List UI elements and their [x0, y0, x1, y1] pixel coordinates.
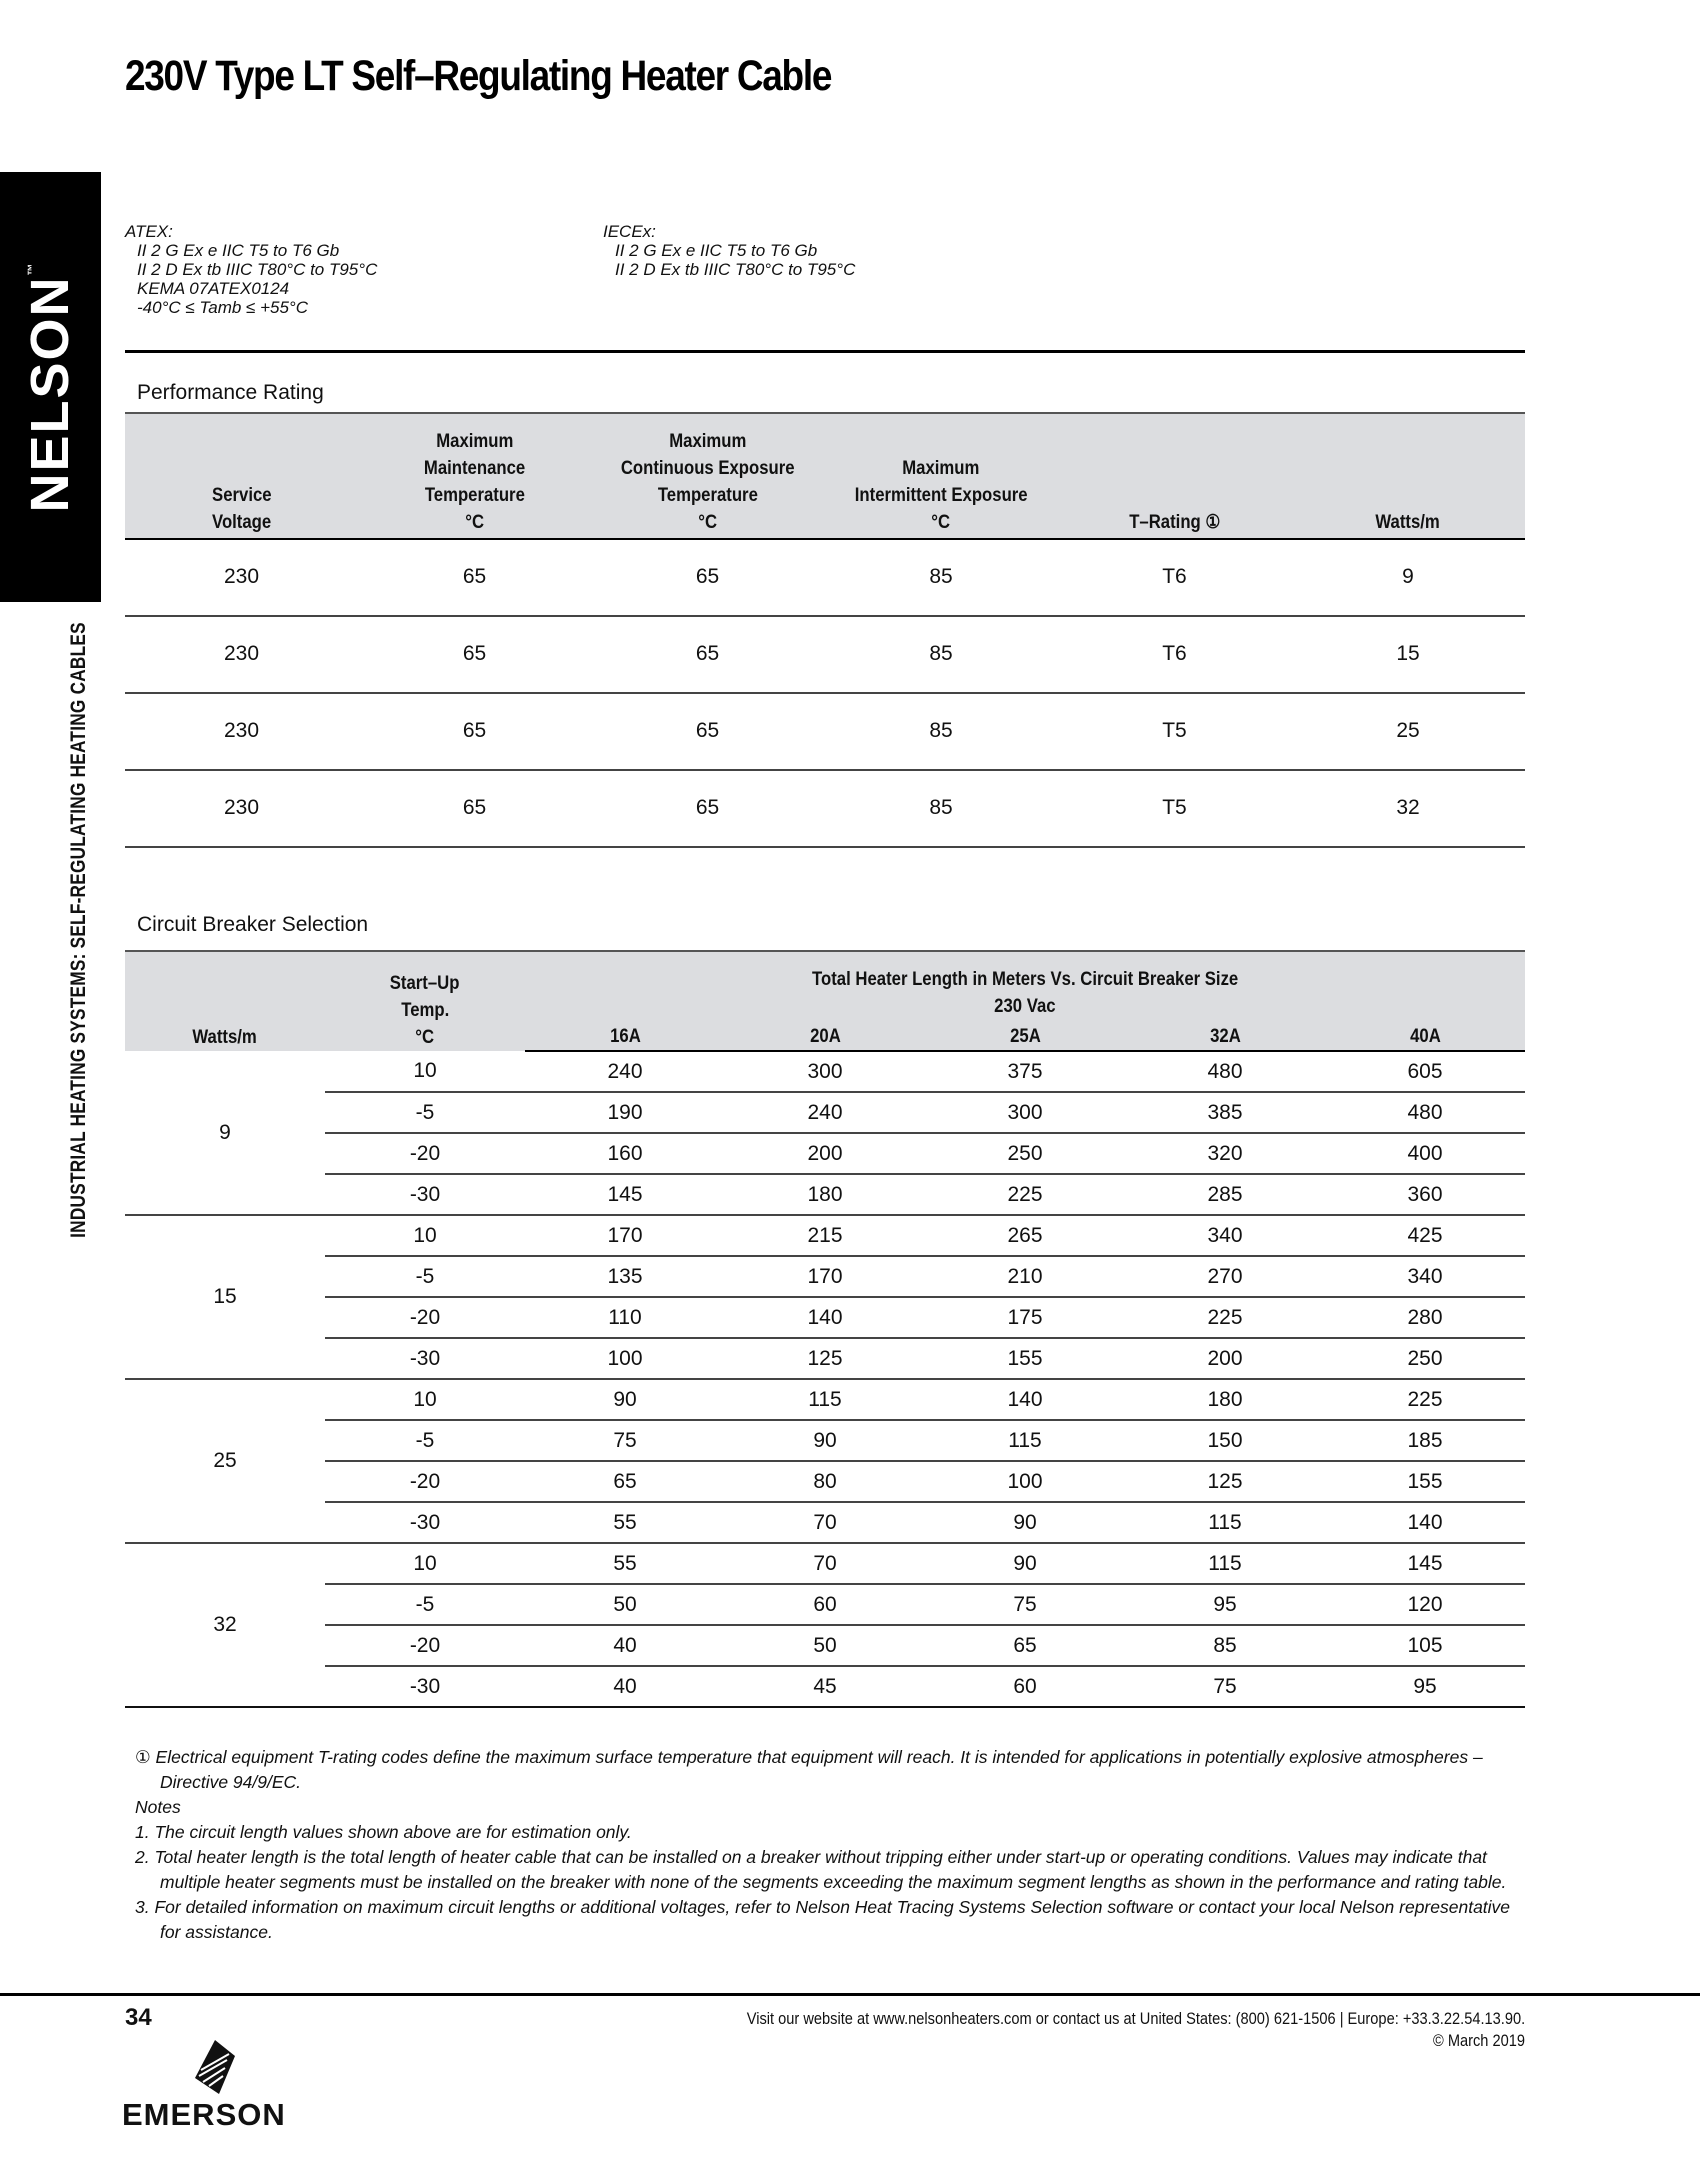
emerson-wordmark: EMERSON: [122, 2097, 286, 2132]
performance-column-header: [125, 413, 358, 539]
table-row: [125, 1420, 1525, 1461]
performance-header-line: °C: [698, 512, 717, 533]
table-row: [125, 693, 1525, 770]
table-cell: 145: [1325, 1543, 1525, 1584]
breaker-size-label: 40A: [1409, 1026, 1441, 1047]
startup-temp-cell: -5: [325, 1256, 525, 1297]
table-cell: 180: [725, 1174, 925, 1215]
table-cell: 135: [525, 1256, 725, 1297]
performance-header-line: Watts/m: [1375, 512, 1441, 533]
startup-temp-cell: -30: [325, 1502, 525, 1543]
footer-contact: [620, 2008, 1525, 2052]
table-cell: 70: [725, 1543, 925, 1584]
table-row: [125, 1543, 1525, 1584]
table-cell: 125: [725, 1338, 925, 1379]
breaker-size-header: [725, 1020, 925, 1051]
table-cell: 230: [125, 770, 358, 847]
table-cell: 85: [824, 770, 1058, 847]
table-cell: 75: [1125, 1666, 1325, 1707]
table-cell: 50: [525, 1584, 725, 1625]
performance-header-line: Maximum: [668, 431, 747, 452]
startup-temp-cell: 10: [325, 1543, 525, 1584]
table-cell: 215: [725, 1215, 925, 1256]
table-cell: 9: [1291, 539, 1525, 616]
table-cell: 240: [525, 1051, 725, 1092]
atex-heading: ATEX:: [125, 222, 173, 241]
table-cell: 110: [525, 1297, 725, 1338]
table-cell: 115: [1125, 1502, 1325, 1543]
footer-contact-text: Visit our website at www.nelsonheaters.com or contact us at United States: (800) 621-1506 | Europe: +33.3.22.54.13.90.: [746, 2009, 1525, 2028]
table-cell: 230: [125, 616, 358, 693]
startup-temp-cell: -30: [325, 1666, 525, 1707]
table-cell: 65: [591, 616, 824, 693]
table-cell: 40: [525, 1625, 725, 1666]
table-cell: 300: [925, 1092, 1125, 1133]
table-cell: 385: [1125, 1092, 1325, 1133]
table-row: [125, 1461, 1525, 1502]
circuit-breaker-table: [125, 950, 1525, 1708]
table-cell: 65: [591, 693, 824, 770]
table-row: [125, 1215, 1525, 1256]
table-row: [125, 1297, 1525, 1338]
table-cell: 65: [358, 539, 591, 616]
table-cell: 175: [925, 1297, 1125, 1338]
watts-column-header-text: Watts/m: [192, 1027, 258, 1048]
circuit-breaker-title: Circuit Breaker Selection: [137, 913, 369, 936]
startup-temp-cell: -5: [325, 1584, 525, 1625]
performance-header-line: Intermittent Exposure: [854, 485, 1028, 506]
table-cell: 225: [925, 1174, 1125, 1215]
iecex-certification: [603, 222, 855, 279]
watts-group-cell: 9: [125, 1051, 325, 1215]
table-cell: 15: [1291, 616, 1525, 693]
performance-header-row: [125, 413, 1525, 539]
table-row: [125, 770, 1525, 847]
table-cell: 140: [925, 1379, 1125, 1420]
breaker-size-label: 32A: [1209, 1026, 1241, 1047]
startup-temp-cell: 10: [325, 1215, 525, 1256]
table-cell: 65: [358, 693, 591, 770]
table-row: [125, 539, 1525, 616]
breaker-group-header: [525, 951, 1525, 1020]
startup-temp-cell: -30: [325, 1338, 525, 1379]
breaker-size-label: 20A: [809, 1026, 841, 1047]
table-cell: 115: [925, 1420, 1125, 1461]
table-cell: 340: [1125, 1215, 1325, 1256]
startup-temp-cell: -5: [325, 1420, 525, 1461]
table-cell: 65: [591, 539, 824, 616]
table-cell: 65: [358, 616, 591, 693]
table-cell: 230: [125, 693, 358, 770]
table-cell: 70: [725, 1502, 925, 1543]
table-cell: 85: [824, 616, 1058, 693]
table-cell: 225: [1325, 1379, 1525, 1420]
table-row: [125, 1584, 1525, 1625]
table-cell: 55: [525, 1502, 725, 1543]
table-cell: T5: [1058, 770, 1291, 847]
table-cell: 85: [824, 539, 1058, 616]
performance-column-header: [358, 413, 591, 539]
notes-heading: Notes: [135, 1797, 181, 1817]
table-cell: 250: [925, 1133, 1125, 1174]
table-cell: 65: [591, 770, 824, 847]
brand-name: NELSON: [20, 275, 80, 513]
startup-temp-cell: -30: [325, 1174, 525, 1215]
table-cell: 155: [925, 1338, 1125, 1379]
section-divider: [125, 350, 1525, 353]
emerson-logo-icon: [195, 2040, 235, 2094]
performance-header-line: Temperature: [657, 485, 758, 506]
footer-date: © March 2019: [1432, 2031, 1525, 2050]
table-cell: 285: [1125, 1174, 1325, 1215]
table-cell: 170: [725, 1256, 925, 1297]
table-row: [125, 1133, 1525, 1174]
table-cell: 270: [1125, 1256, 1325, 1297]
iecex-line: II 2 G Ex e IIC T5 to T6 Gb: [615, 241, 818, 260]
table-row: [125, 1502, 1525, 1543]
startup-temp-header-line: Start–Up: [390, 973, 460, 994]
performance-header-line: Service: [211, 485, 272, 506]
table-cell: 140: [1325, 1502, 1525, 1543]
table-cell: 425: [1325, 1215, 1525, 1256]
iecex-line: II 2 D Ex tb IIIC T80°C to T95°C: [615, 260, 856, 279]
table-cell: 190: [525, 1092, 725, 1133]
table-cell: 210: [925, 1256, 1125, 1297]
table-cell: 120: [1325, 1584, 1525, 1625]
table-cell: T6: [1058, 616, 1291, 693]
table-cell: 50: [725, 1625, 925, 1666]
table-cell: 95: [1125, 1584, 1325, 1625]
table-cell: 65: [925, 1625, 1125, 1666]
table-cell: 85: [1125, 1625, 1325, 1666]
table-cell: 240: [725, 1092, 925, 1133]
atex-line: -40°C ≤ Tamb ≤ +55°C: [137, 298, 309, 317]
performance-rating-table: [125, 412, 1525, 848]
table-cell: 85: [824, 693, 1058, 770]
watts-group-cell: 32: [125, 1543, 325, 1707]
table-cell: 65: [358, 770, 591, 847]
table-cell: 60: [925, 1666, 1125, 1707]
performance-header-line: Maintenance: [423, 458, 526, 479]
startup-temp-cell: -20: [325, 1297, 525, 1338]
table-cell: T5: [1058, 693, 1291, 770]
table-cell: 400: [1325, 1133, 1525, 1174]
table-row: [125, 616, 1525, 693]
footer-divider: [0, 1993, 1700, 1996]
footnotes: [135, 1745, 1525, 1945]
performance-column-header: [1291, 413, 1525, 539]
table-cell: 65: [525, 1461, 725, 1502]
atex-certification: [125, 222, 377, 317]
table-row: [125, 1379, 1525, 1420]
section-side-label-text: INDUSTRIAL HEATING SYSTEMS: SELF-REGULATING HEATING CABLES: [67, 622, 90, 1238]
table-row: [125, 1338, 1525, 1379]
table-row: [125, 1666, 1525, 1707]
table-cell: 140: [725, 1297, 925, 1338]
breaker-size-label: 16A: [609, 1026, 641, 1047]
table-cell: 480: [1325, 1092, 1525, 1133]
table-row: [125, 1092, 1525, 1133]
performance-header-line: °C: [931, 512, 951, 533]
watts-group-cell: 25: [125, 1379, 325, 1543]
table-cell: 155: [1325, 1461, 1525, 1502]
table-cell: 145: [525, 1174, 725, 1215]
performance-column-header: [591, 413, 824, 539]
table-row: [125, 1174, 1525, 1215]
performance-header-line: Temperature: [424, 485, 525, 506]
breaker-size-header: [525, 1020, 725, 1051]
table-cell: 280: [1325, 1297, 1525, 1338]
table-cell: 340: [1325, 1256, 1525, 1297]
startup-temp-cell: -20: [325, 1133, 525, 1174]
table-cell: 80: [725, 1461, 925, 1502]
startup-temp-header-line: Temp.: [400, 1000, 449, 1021]
table-cell: 605: [1325, 1051, 1525, 1092]
table-cell: 45: [725, 1666, 925, 1707]
table-cell: 480: [1125, 1051, 1325, 1092]
iecex-heading: IECEx:: [603, 222, 656, 241]
startup-temp-cell: 10: [325, 1051, 525, 1092]
startup-temp-cell: -20: [325, 1625, 525, 1666]
watts-column-header: [125, 951, 325, 1051]
table-row: [125, 1256, 1525, 1297]
table-cell: 115: [725, 1379, 925, 1420]
atex-line: II 2 D Ex tb IIIC T80°C to T95°C: [137, 260, 378, 279]
table-cell: 170: [525, 1215, 725, 1256]
table-cell: 265: [925, 1215, 1125, 1256]
table-cell: 25: [1291, 693, 1525, 770]
performance-header-line: Maximum: [435, 431, 514, 452]
breaker-size-label: 25A: [1009, 1026, 1041, 1047]
table-cell: 100: [525, 1338, 725, 1379]
watts-group-cell: 15: [125, 1215, 325, 1379]
brand-logo-nelson: [19, 261, 81, 512]
atex-line: II 2 G Ex e IIC T5 to T6 Gb: [137, 241, 340, 260]
trademark-symbol: ™: [25, 261, 39, 276]
table-cell: 200: [725, 1133, 925, 1174]
startup-temp-cell: -5: [325, 1092, 525, 1133]
table-row: [125, 1051, 1525, 1092]
table-cell: 225: [1125, 1297, 1325, 1338]
performance-header-line: T–Rating ①: [1128, 512, 1221, 533]
table-cell: 95: [1325, 1666, 1525, 1707]
table-cell: 90: [925, 1543, 1125, 1584]
table-cell: 90: [925, 1502, 1125, 1543]
breaker-group-header-line: 230 Vac: [994, 996, 1056, 1017]
table-cell: 32: [1291, 770, 1525, 847]
table-cell: 300: [725, 1051, 925, 1092]
table-row: [125, 1625, 1525, 1666]
table-cell: 100: [925, 1461, 1125, 1502]
table-cell: T6: [1058, 539, 1291, 616]
table-cell: 75: [925, 1584, 1125, 1625]
startup-temp-cell: 10: [325, 1379, 525, 1420]
note-item: 1. The circuit length values shown above are for estimation only.: [135, 1822, 632, 1842]
performance-header-line: °C: [465, 512, 484, 533]
performance-column-header: [1058, 413, 1291, 539]
table-cell: 90: [725, 1420, 925, 1461]
table-cell: 230: [125, 539, 358, 616]
breaker-size-header: [925, 1020, 1125, 1051]
table-cell: 180: [1125, 1379, 1325, 1420]
table-cell: 375: [925, 1051, 1125, 1092]
performance-header-line: Maximum: [902, 458, 980, 479]
table-cell: 40: [525, 1666, 725, 1707]
trating-footnote: ① Electrical equipment T-rating codes define the maximum surface temperature that equipment will reach. It is intended for applications in potentially explosive atmospheres – Directive 94/9/EC.: [135, 1747, 1483, 1792]
performance-header-line: Continuous Exposure: [620, 458, 795, 479]
note-item: 3. For detailed information on maximum circuit lengths or additional voltages, refer to Nelson Heat Tracing Systems Selection software or contact your local Nelson representative for assistance.: [135, 1897, 1511, 1942]
startup-temp-cell: -20: [325, 1461, 525, 1502]
table-cell: 360: [1325, 1174, 1525, 1215]
performance-column-header: [824, 413, 1058, 539]
table-cell: 75: [525, 1420, 725, 1461]
performance-rating-title: Performance Rating: [137, 381, 324, 404]
table-cell: 60: [725, 1584, 925, 1625]
table-cell: 185: [1325, 1420, 1525, 1461]
table-cell: 150: [1125, 1420, 1325, 1461]
table-cell: 115: [1125, 1543, 1325, 1584]
startup-temp-column-header: [325, 951, 525, 1051]
page-title: 230V Type LT Self–Regulating Heater Cable: [125, 52, 832, 100]
note-item: 2. Total heater length is the total length of heater cable that can be installed on a breaker without tripping either under start-up or operating conditions. Values may indicate that multiple heater segments must be installed on the breaker with none of the segments exceeding the maximum segment lengths as shown in the performance and rating table.: [135, 1847, 1507, 1892]
breaker-group-header-line: Total Heater Length in Meters Vs. Circuit Breaker Size: [811, 969, 1239, 990]
table-cell: 320: [1125, 1133, 1325, 1174]
startup-temp-header-line: °C: [415, 1027, 435, 1048]
table-cell: 125: [1125, 1461, 1325, 1502]
table-cell: 200: [1125, 1338, 1325, 1379]
table-cell: 250: [1325, 1338, 1525, 1379]
atex-line: KEMA 07ATEX0124: [137, 279, 290, 298]
page-number: 34: [125, 2004, 152, 2031]
breaker-size-header: [1125, 1020, 1325, 1051]
table-cell: 160: [525, 1133, 725, 1174]
breaker-size-header: [1325, 1020, 1525, 1051]
table-cell: 90: [525, 1379, 725, 1420]
table-cell: 105: [1325, 1625, 1525, 1666]
performance-header-line: Voltage: [211, 512, 272, 533]
table-cell: 55: [525, 1543, 725, 1584]
section-side-label: [67, 555, 91, 1306]
